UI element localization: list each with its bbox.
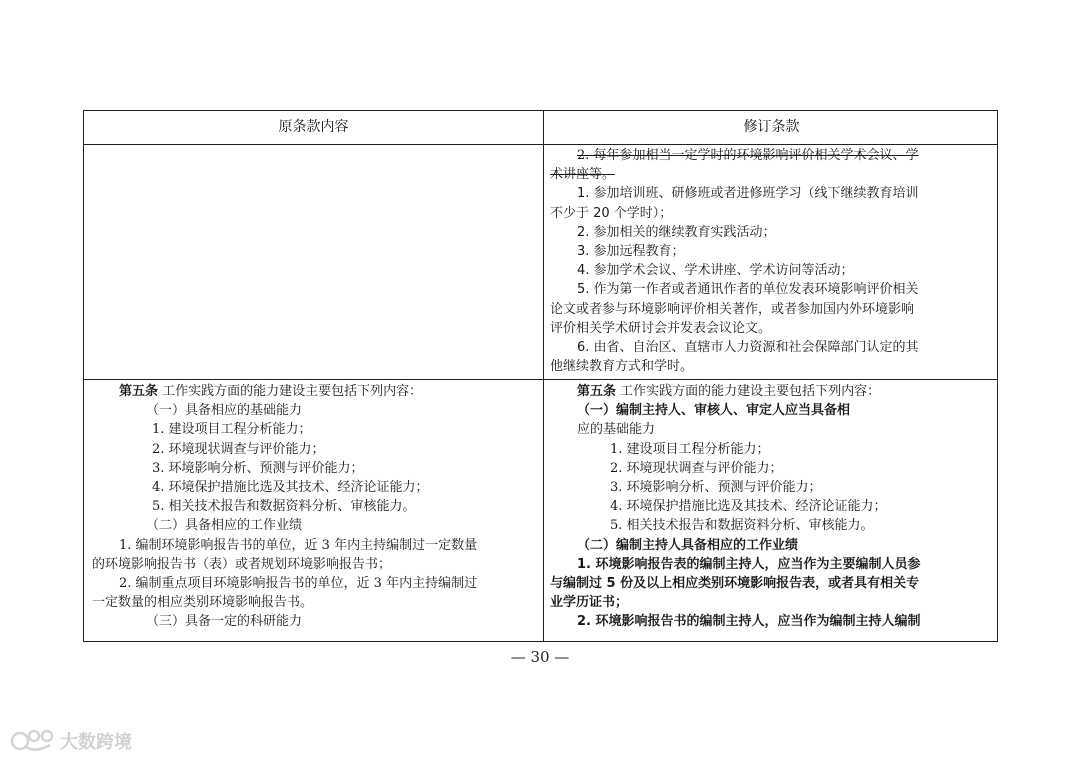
r2r-line: （二）编制主持人具备相应的工作业绩 (577, 537, 799, 553)
r2r-line: 3. 环境影响分析、预测与评价能力； (610, 480, 822, 496)
r2r-line: 2. 环境现状调查与评价能力； (610, 460, 783, 476)
r2o-line: 一定数量的相应类别环境影响报告书。 (92, 595, 314, 611)
r2o-line: 1. 建设项目工程分析能力； (152, 422, 312, 438)
column-divider (543, 111, 544, 641)
r2r-line: 2. 环境影响报告书的编制主持人，应当作为编制主持人编制 (577, 614, 921, 630)
r2r-line: 5. 相关技术报告和数据资料分析、审核能力。 (610, 518, 874, 534)
r2o-line: 5. 相关技术报告和数据资料分析、审核能力。 (152, 499, 416, 515)
row1-revised-cell (550, 146, 992, 376)
row-divider (84, 379, 997, 380)
r2r-line: 应的基础能力 (577, 422, 656, 438)
r1r-line: 3. 参加远程教育； (577, 244, 685, 260)
r1r-line: 不少于 20 个学时）； (550, 205, 673, 221)
r1r-line: 5. 作为第一作者或者通讯作者的单位发表环境影响评价相关 (577, 282, 919, 298)
r2o-line: 2. 编制重点项目环境影响报告书的单位，近 3 年内主持编制过 (119, 576, 478, 592)
r2o-line: 2. 环境现状调查与评价能力； (152, 441, 325, 457)
r2o-line: （二）具备相应的工作业绩 (146, 518, 303, 534)
article-text: 工作实践方面的能力建设主要包括下列内容： (616, 384, 881, 399)
r2r-line (550, 382, 992, 401)
row2-revised-cell (550, 382, 992, 632)
r2o-line: 的环境影响报告书（表）或者规划环境影响报告书； (92, 556, 392, 572)
r1r-line: 1. 参加培训班、研修班或者进修班学习（线下继续教育培训 (577, 186, 919, 202)
row2-original-cell (92, 382, 537, 632)
r2o-line (92, 382, 537, 401)
r1r-line: 2. 每年参加相当一定学时的环境影响评价相关学术会议、学 (577, 148, 919, 163)
page-number: — 30 — (510, 648, 570, 666)
r1r-line: 6. 由省、自治区、直辖市人力资源和社会保障部门认定的其 (577, 340, 919, 356)
r1r-line: 评价相关学术研讨会并发表会议论文。 (550, 320, 772, 336)
article-text: 工作实践方面的能力建设主要包括下列内容： (158, 384, 423, 399)
r2r-line: 1. 环境影响报告表的编制主持人，应当作为主要编制人员参 (577, 556, 921, 572)
comparison-table (83, 110, 998, 642)
r2o-line: 3. 环境影响分析、预测与评价能力； (152, 460, 364, 476)
header-original: 原条款内容 (278, 119, 349, 135)
r1r-line: 术讲座等。 (550, 167, 616, 183)
watermark (10, 727, 132, 755)
watermark-text: 大数跨境 (60, 732, 132, 753)
r2o-line: 1. 编制环境影响报告书的单位，近 3 年内主持编制过一定数量 (119, 537, 478, 553)
article-number: 第五条 (577, 384, 617, 399)
r1r-line: 2. 参加相关的继续教育实践活动； (577, 224, 776, 240)
r2o-line: （一）具备相应的基础能力 (146, 403, 303, 419)
r2r-line: 业学历证书； (550, 595, 629, 611)
header-revised: 修订条款 (743, 119, 800, 135)
watermark-logo-icon (10, 727, 56, 755)
header-divider (84, 144, 997, 145)
r1r-line: 论文或者参与环境影响评价相关著作，或者参加国内外环境影响 (550, 301, 915, 317)
r2r-line: 4. 环境保护措施比选及其技术、经济论证能力； (610, 499, 887, 515)
r2o-line: 4. 环境保护措施比选及其技术、经济论证能力； (152, 480, 429, 496)
r1r-line: 4. 参加学术会议、学术讲座、学术访问等活动； (577, 263, 854, 279)
r2o-line: （三）具备一定的科研能力 (146, 614, 303, 630)
r1r-line: 他继续教育方式和学时。 (550, 359, 694, 375)
r2r-line: （一）编制主持人、审核人、审定人应当具备相 (577, 403, 851, 419)
article-number: 第五条 (119, 384, 159, 399)
r2r-line: 与编制过 5 份及以上相应类别环境影响报告表，或者具有相关专 (550, 576, 920, 592)
r2r-line: 1. 建设项目工程分析能力； (610, 441, 770, 457)
